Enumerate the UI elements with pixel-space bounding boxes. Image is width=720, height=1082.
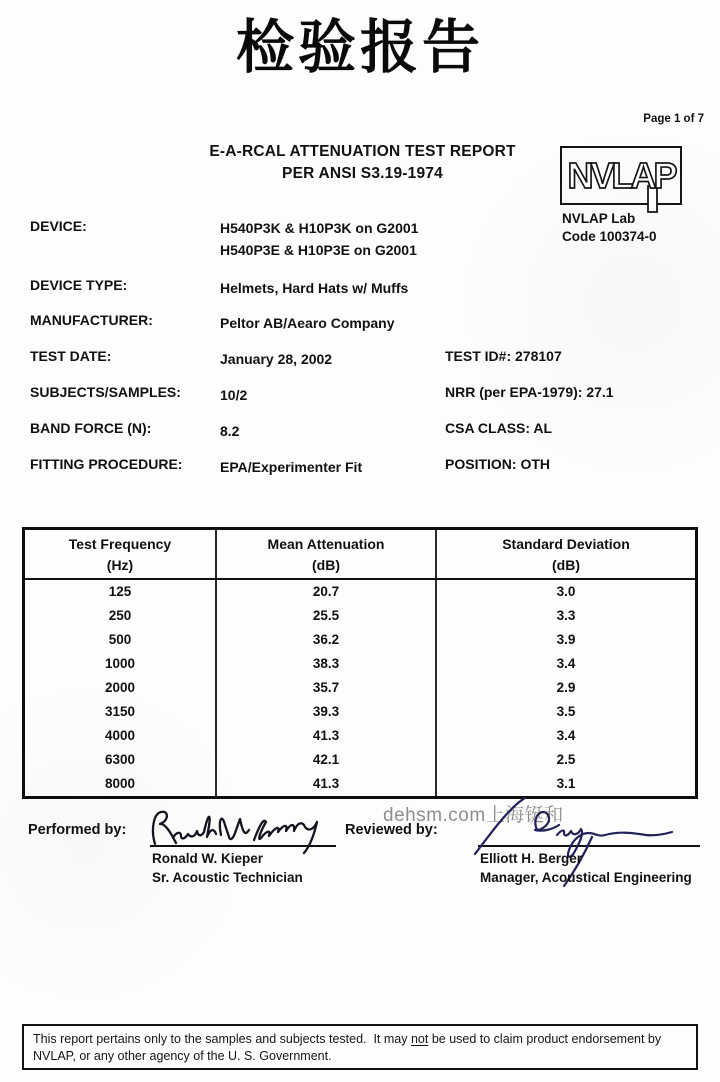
test-id: TEST ID#: 278107: [445, 348, 562, 364]
attenuation-table: [22, 527, 698, 799]
position-value: POSITION: OTH: [445, 456, 550, 472]
nvlap-lab-code: [562, 210, 657, 246]
disclaimer-text-after: be used to claim product endorsement by NVLAP, or any other agency of the U. S. Government.: [33, 1032, 665, 1063]
band-force-label: BAND FORCE (N):: [30, 420, 152, 436]
test-date-label: TEST DATE:: [30, 348, 112, 364]
device-type-label: DEVICE TYPE:: [30, 277, 128, 293]
nrr-value: NRR (per EPA-1979): 27.1: [445, 384, 614, 400]
reviewed-by-label: Reviewed by:: [345, 822, 438, 838]
table-header-row: [25, 530, 695, 580]
device-value-line2: H540P3E & H10P3E on G2001: [220, 242, 417, 258]
device-value-line1: H540P3K & H10P3K on G2001: [220, 220, 419, 236]
page-title: 检验报告: [235, 15, 484, 80]
nvlap-lab-line2: Code 100374-0: [562, 229, 657, 244]
performed-by-label: Performed by:: [28, 822, 127, 838]
subjects-samples-value: 10/2: [220, 387, 248, 403]
fitting-procedure-value: EPA/Experimenter Fit: [220, 459, 363, 475]
manufacturer-value: Peltor AB/Aearo Company: [220, 315, 395, 331]
manufacturer-label: MANUFACTURER:: [30, 312, 153, 328]
disclaimer-text-before: This report pertains only to the samples and subjects tested. It may: [33, 1032, 411, 1046]
disclaimer-box: [22, 1024, 698, 1070]
reviewed-by-name: Elliott H. Berger: [480, 851, 583, 866]
col-header-standard-deviation: Standard Deviation (dB): [435, 530, 695, 578]
table-row: 500 36.2 3.9: [25, 628, 695, 652]
test-date-value: January 28, 2002: [220, 351, 333, 367]
table-row: 8000 41.3 3.1: [25, 772, 695, 796]
svg-text:NVLAP: NVLAP: [567, 155, 675, 196]
performed-signature-icon: [148, 804, 348, 854]
band-force-value: 8.2: [220, 423, 240, 439]
table-row: 1000 38.3 3.4: [25, 652, 695, 676]
table-row: 3150 39.3 3.5: [25, 700, 695, 724]
page-number: Page 1 of 7: [643, 113, 704, 125]
device-label: DEVICE:: [30, 218, 87, 234]
table-row: 4000 41.3 3.4: [25, 724, 695, 748]
device-value: [220, 217, 418, 261]
report-title-line2: PER ANSI S3.19-1974: [282, 165, 443, 182]
table-row: 250 25.5 3.3: [25, 604, 695, 628]
table-row: 6300 42.1 2.5: [25, 748, 695, 772]
report-title: [110, 141, 615, 185]
performed-by-name: Ronald W. Kieper: [152, 851, 264, 866]
col-header-frequency: Test Frequency (Hz): [68, 536, 172, 573]
csa-class: CSA CLASS: AL: [445, 420, 553, 436]
device-type-value: Helmets, Hard Hats w/ Muffs: [220, 280, 409, 296]
fitting-procedure-label: FITTING PROCEDURE:: [30, 456, 183, 472]
nvlap-logo: [560, 146, 682, 205]
disclaimer-underlined-word: not: [410, 1032, 429, 1046]
report-title-line1: E-A-RCAL ATTENUATION TEST REPORT: [209, 143, 516, 160]
subjects-samples-label: SUBJECTS/SAMPLES:: [30, 384, 181, 400]
reviewed-by-title: Manager, Acoustical Engineering: [480, 870, 692, 885]
performed-by-title: Sr. Acoustic Technician: [152, 870, 303, 885]
table-row: 2000 35.7 2.9: [25, 676, 695, 700]
nvlap-lab-line1: NVLAP Lab: [562, 211, 636, 226]
col-header-mean-attenuation: Mean Attenuation (dB): [215, 530, 435, 578]
table-row: 125 20.7 3.0: [25, 580, 695, 604]
watermark: dehsm.com上海铤和: [383, 805, 564, 826]
table-body: [25, 580, 695, 796]
